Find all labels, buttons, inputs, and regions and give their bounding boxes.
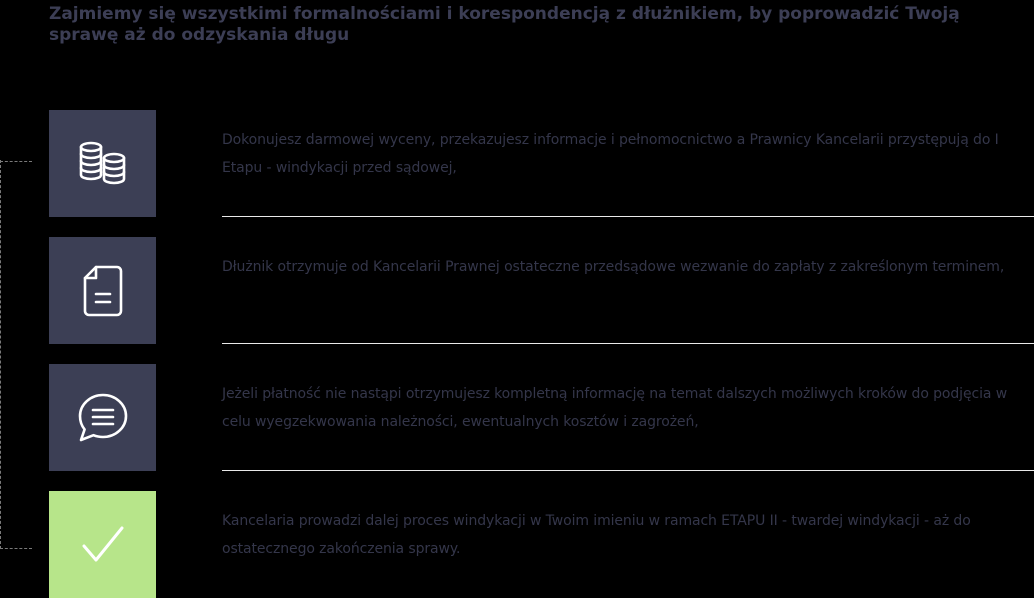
step-3-text: Jeżeli płatność nie nastąpi otrzymujesz kompletną informację na temat dalszych możliwych kroków do podjęcia w celu wyegzekwowania należności, ewentualnych kosztów i zagrożeń,: [222, 386, 1008, 430]
section-headline: Zajmiemy się wszystkimi formalnościami i korespondencją z dłużnikiem, by poprowadzić Twoją sprawę aż do odzyskania długu: [49, 4, 960, 45]
step-2-icon-box: [49, 237, 156, 344]
step-3-divider: [222, 470, 1034, 471]
step-1-icon-box: [49, 110, 156, 217]
step-2-text: Dłużnik otrzymuje od Kancelarii Prawnej ostateczne przedsądowe wezwanie do zapłaty z zakreślonym terminem,: [222, 259, 1005, 275]
document-icon: [82, 264, 124, 318]
connector-bottom-line: [0, 548, 32, 549]
step-1-divider: [222, 216, 1034, 217]
connector-top-line: [0, 161, 32, 162]
step-4-text: Kancelaria prowadzi dalej proces windykacji w Twoim imieniu w ramach ETAPU II - twardej windykacji - aż do ostatecznego zakończenia sprawy.: [222, 513, 971, 557]
step-1-text: Dokonujesz darmowej wyceny, przekazujesz informacje i pełnomocnictwo a Prawnicy Kancelarii przystępują do I Etapu - windykacji przed sądowej,: [222, 132, 999, 176]
step-2-divider: [222, 343, 1034, 344]
chat-bubble-icon: [76, 391, 130, 445]
connector-vertical-line: [0, 160, 1, 549]
step-3-icon-box: [49, 364, 156, 471]
checkmark-icon: [80, 524, 126, 566]
step-4-icon-box: [49, 491, 156, 598]
coins-icon: [78, 140, 128, 188]
